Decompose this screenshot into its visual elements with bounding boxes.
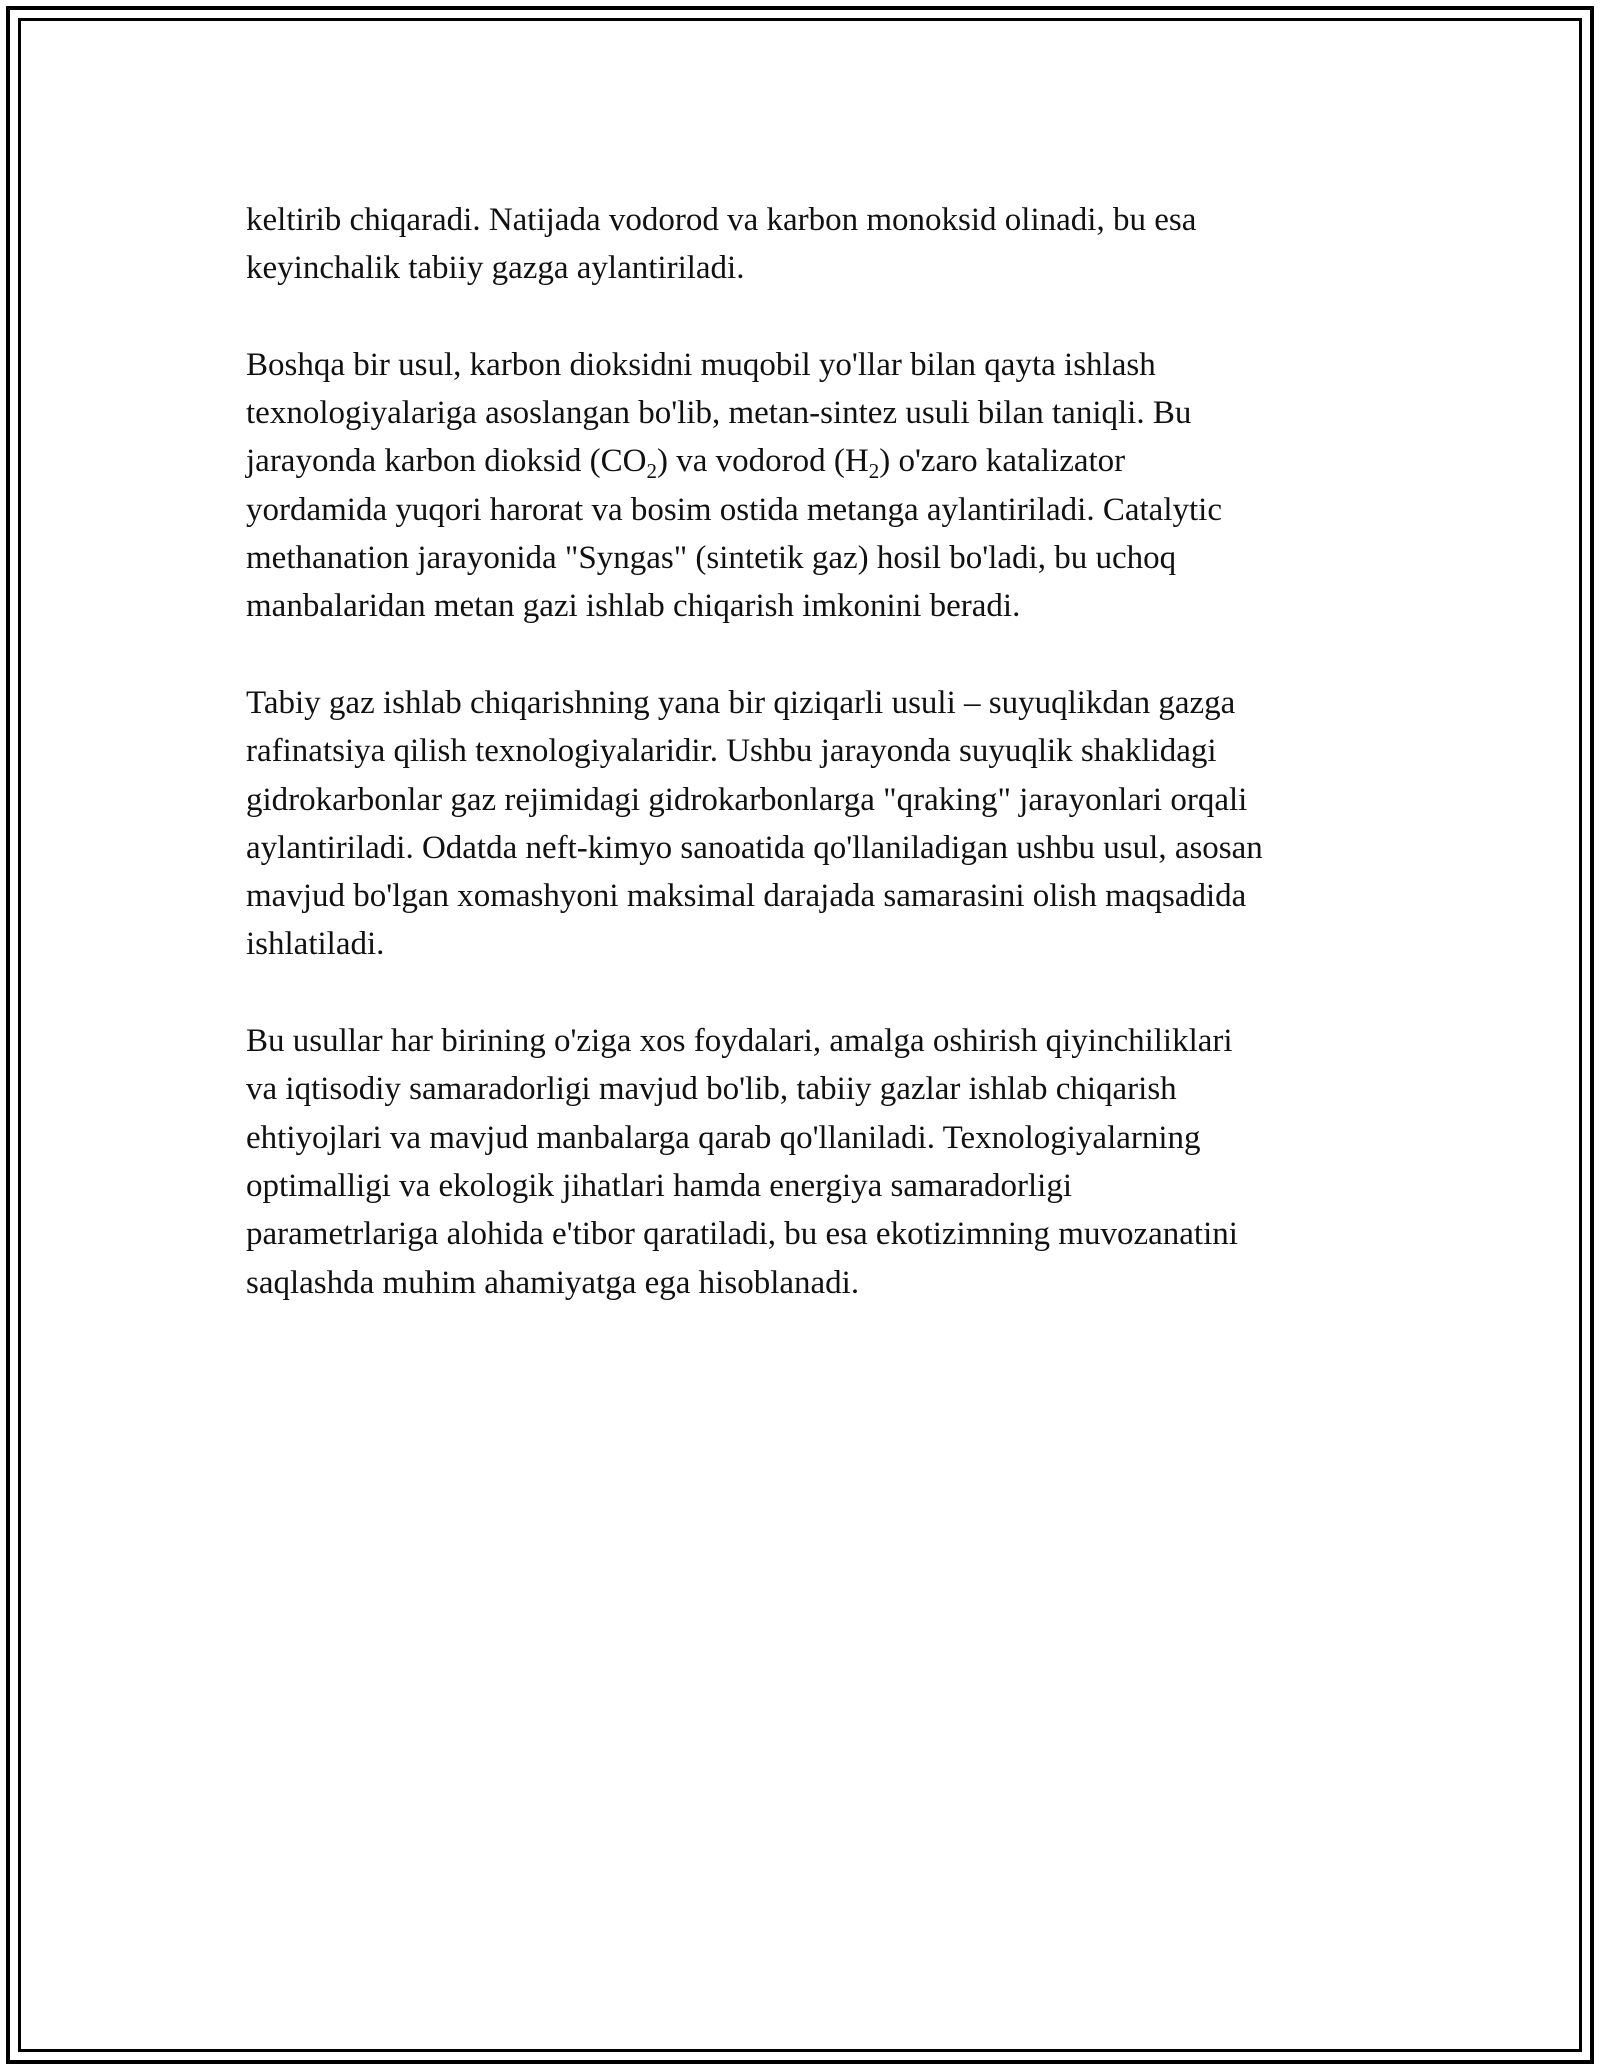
text-line: gidrokarbonlar gaz rejimidagi gidrokarbonlarga "qraking" jarayonlari orqali: [246, 781, 1248, 818]
formula-line: [246, 437, 1406, 485]
text-line: parametrlariga alohida e'tibor qaratiladi, bu esa ekotizimning muvozanatini: [246, 1216, 1238, 1253]
text-line: manbalaridan metan gazi ishlab chiqarish imkonini beradi.: [246, 588, 1021, 625]
text-line: ehtiyojlari va mavjud manbalarga qarab qo'llaniladi. Texnologiyalarning: [246, 1119, 1201, 1156]
document-body: [246, 196, 1406, 1355]
text-line: aylantiriladi. Odatda neft-kimyo sanoatida qo'llaniladigan ushbu usul, asosan: [246, 829, 1263, 866]
text-line: texnologiyalariga asoslangan bo'lib, metan-sintez usuli bilan taniqli. Bu: [246, 395, 1192, 432]
text-line: optimalligi va ekologik jihatlari hamda energiya samaradorligi: [246, 1167, 1072, 1204]
text-line: ishlatiladi.: [246, 926, 385, 963]
text-line: Tabiy gaz ishlab chiqarishning yana bir qiziqarli usuli – suyuqlikdan gazga: [246, 684, 1236, 721]
formula-text: ) va vodorod (H: [657, 443, 869, 480]
text-line: Bu usullar har birining o'ziga xos foydalari, amalga oshirish qiyinchiliklari: [246, 1023, 1233, 1060]
formula-text: ) o'zaro katalizator: [879, 443, 1126, 480]
formula-text: jarayonda karbon dioksid (CO: [246, 443, 647, 480]
text-line: mavjud bo'lgan xomashyoni maksimal darajada samarasini olish maqsadida: [246, 878, 1247, 915]
text-line: va iqtisodiy samaradorligi mavjud bo'lib, tabiiy gazlar ishlab chiqarish: [246, 1071, 1177, 1108]
text-line: methanation jarayonida "Syngas" (sintetik gaz) hosil bo'ladi, bu uchoq: [246, 540, 1177, 577]
text-line: keltirib chiqaradi. Natijada vodorod va karbon monoksid olinadi, bu esa: [246, 202, 1197, 238]
text-line: keyinchalik tabiiy gazga aylantiriladi.: [246, 250, 745, 287]
paragraph-1: [246, 196, 1406, 293]
text-line: rafinatsiya qilish texnologiyalaridir. Ushbu jarayonda suyuqlik shaklidagi: [246, 733, 1217, 770]
subscript: 2: [868, 459, 880, 484]
paragraph-4: [246, 1017, 1406, 1307]
text-line: Boshqa bir usul, karbon dioksidni muqobil yo'llar bilan qayta ishlash: [246, 346, 1156, 383]
text-line: saqlashda muhim ahamiyatga ega hisoblanadi.: [246, 1264, 860, 1301]
paragraph-3: [246, 679, 1406, 969]
page-border: [6, 6, 1594, 2064]
text-line: yordamida yuqori harorat va bosim ostida metanga aylantiriladi. Catalytic: [246, 491, 1222, 528]
paragraph-2: [246, 341, 1406, 631]
subscript: 2: [646, 459, 657, 484]
